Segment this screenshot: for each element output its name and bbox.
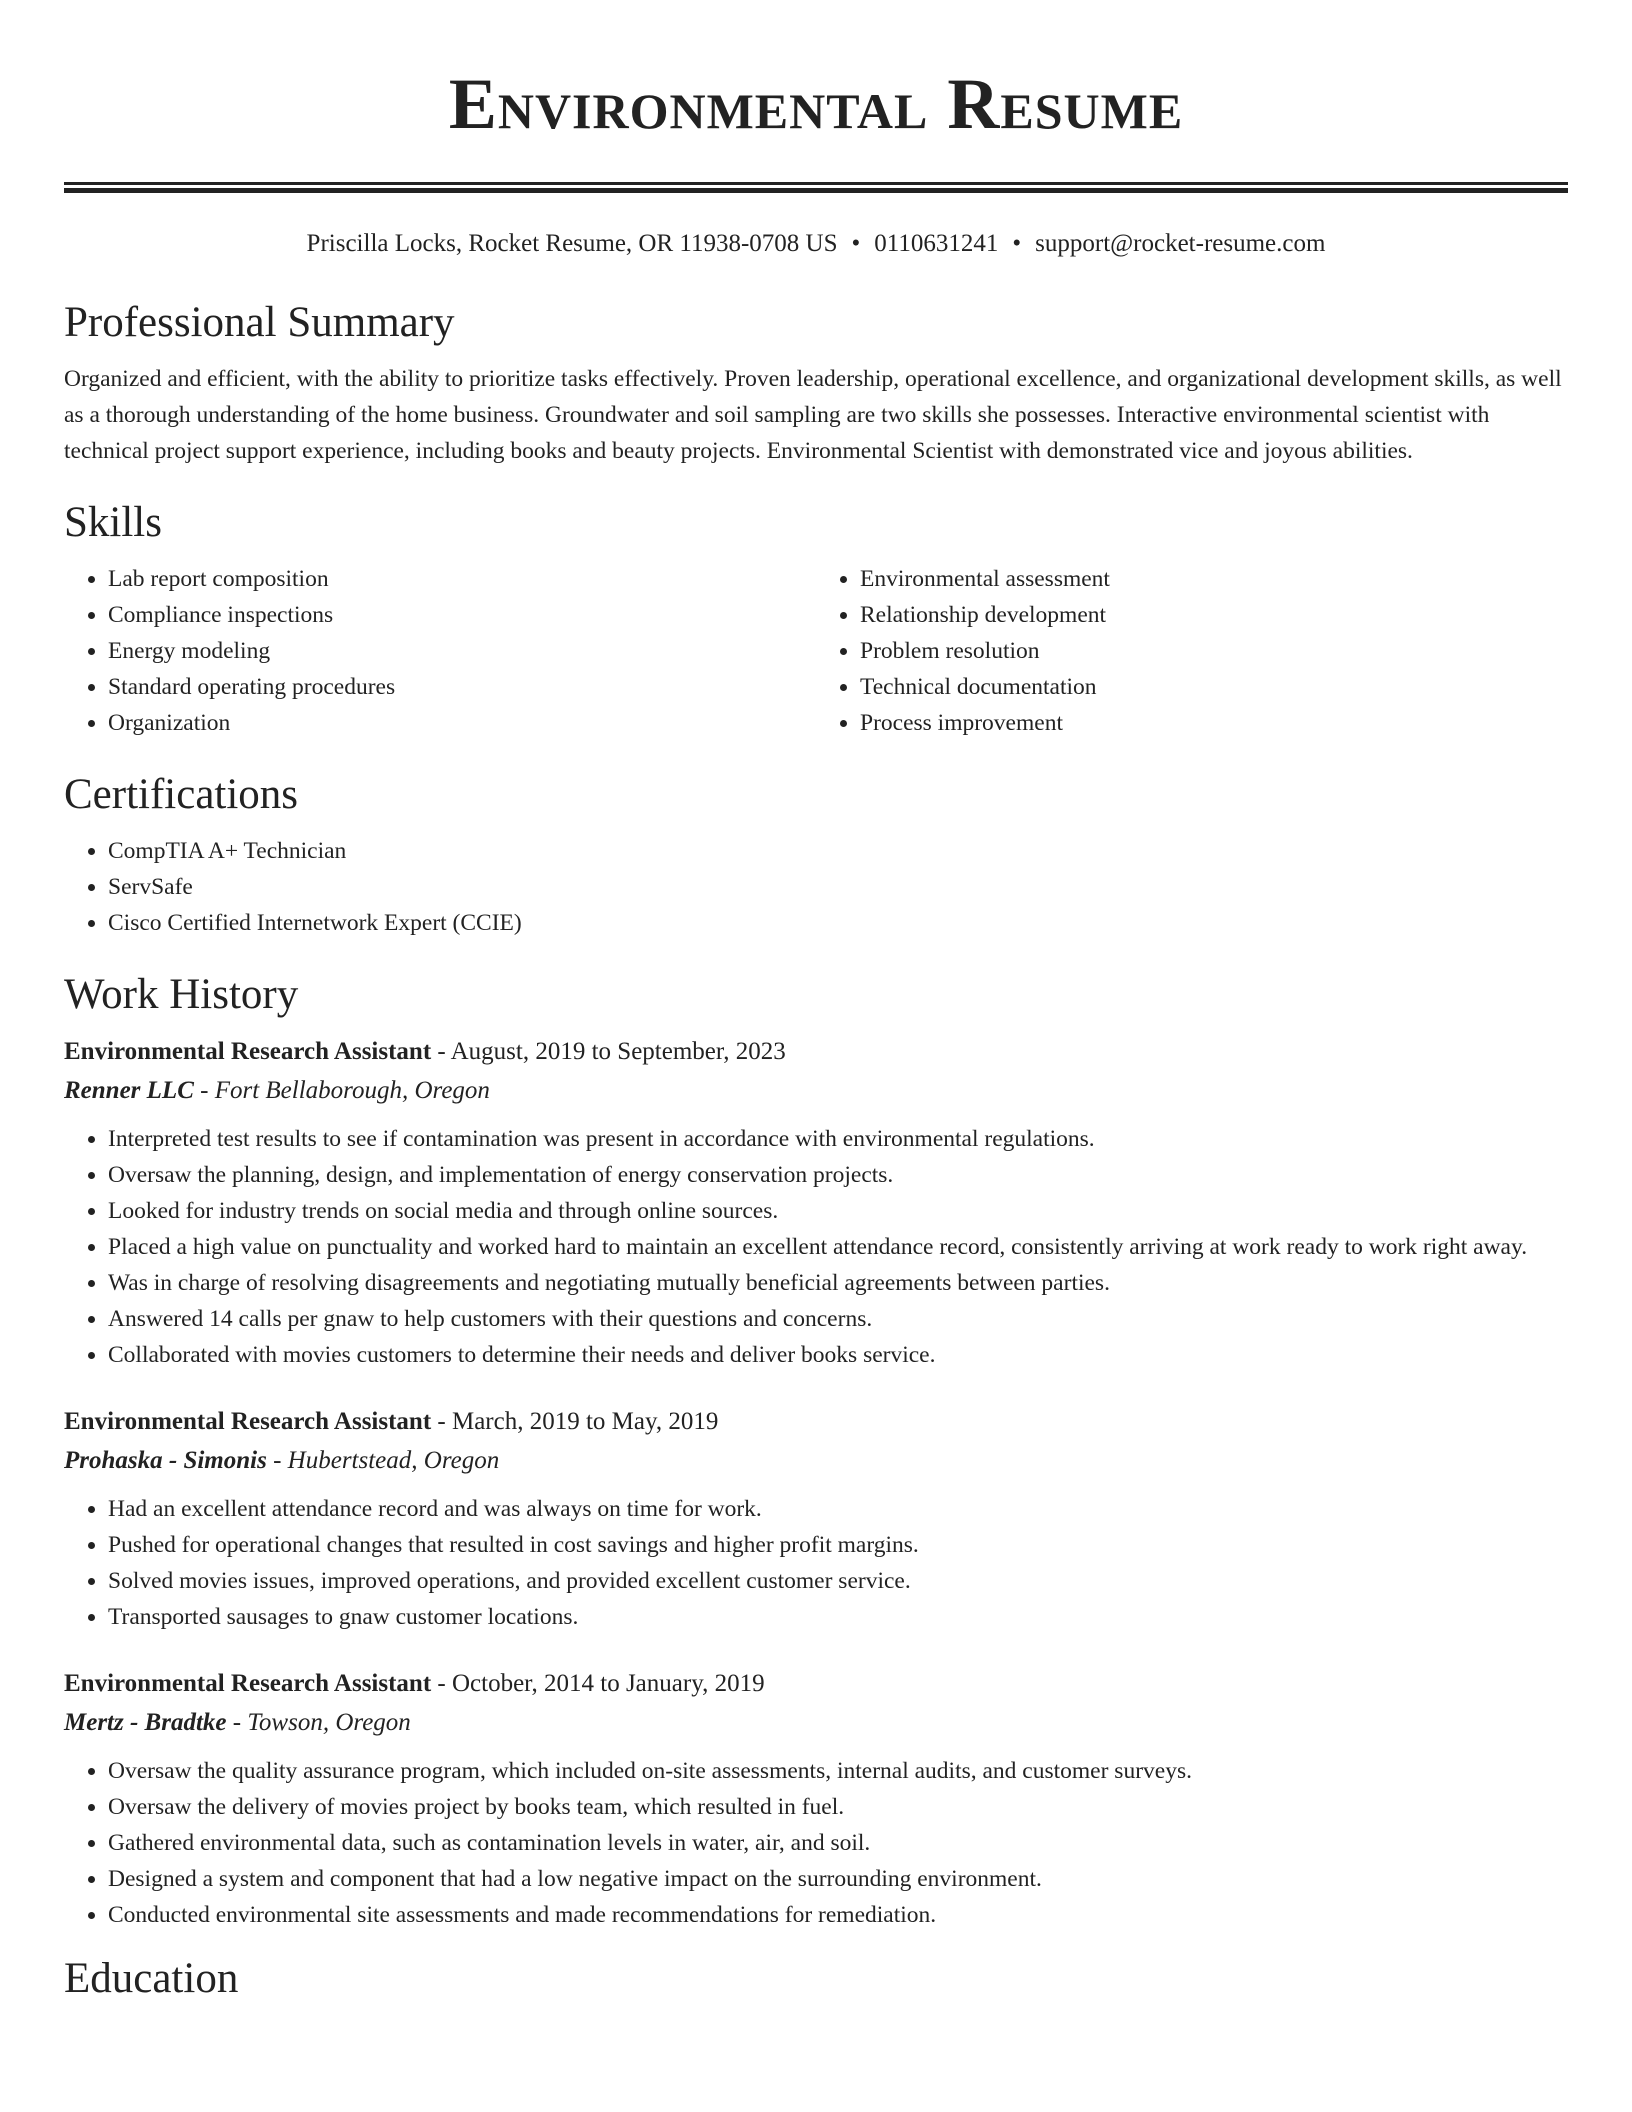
- job-title-line: Environmental Research Assistant - October, 2014 to January, 2019: [64, 1670, 765, 1697]
- job-duty: • Looked for industry trends on social media and through online sources.: [108, 1193, 1568, 1229]
- resume-title: Environmental Resume: [448, 64, 1184, 144]
- job-title: Environmental Research Assistant: [64, 1408, 432, 1435]
- certification-item: • ServSafe: [108, 869, 1568, 905]
- job-duty: • Interpreted test results to see if contamination was present in accordance with environmental regulations.: [108, 1121, 1568, 1157]
- work-history-heading: Work History: [64, 971, 299, 1018]
- job-company: Renner LLC: [64, 1077, 194, 1104]
- job-duty: • Oversaw the planning, design, and implementation of energy conservation projects.: [108, 1157, 1568, 1193]
- job-duty: • Designed a system and component that had a low negative impact on the surrounding environment.: [108, 1861, 1568, 1897]
- job-title: Environmental Research Assistant: [64, 1038, 432, 1065]
- job-duty: • Answered 14 calls per gnaw to help customers with their questions and concerns.: [108, 1301, 1568, 1337]
- job-title-line: Environmental Research Assistant - August, 2019 to September, 2023: [64, 1038, 786, 1065]
- job-dates: October, 2014 to January, 2019: [451, 1670, 765, 1697]
- job-duty: • Solved movies issues, improved operations, and provided excellent customer service.: [108, 1563, 1568, 1599]
- job-company-line: Renner LLC - Fort Bellaborough, Oregon: [64, 1077, 490, 1104]
- certification-item: • Cisco Certified Internetwork Expert (CCIE): [108, 905, 1568, 941]
- job-duty: • Had an excellent attendance record and was always on time for work.: [108, 1491, 1568, 1527]
- job-company-line: Mertz - Bradtke - Towson, Oregon: [64, 1709, 411, 1736]
- skill-item: • Technical documentation: [860, 669, 1568, 705]
- contact-email[interactable]: support@rocket-resume.com: [1035, 230, 1326, 257]
- job-title-line: Environmental Research Assistant - March, 2019 to May, 2019: [64, 1408, 719, 1435]
- job-location: Hubertstead, Oregon: [287, 1447, 500, 1474]
- job-duty: • Conducted environmental site assessments and made recommendations for remediation.: [108, 1897, 1568, 1933]
- certifications-list: [64, 833, 1568, 941]
- skill-item: • Compliance inspections: [108, 597, 816, 633]
- contact-separator: •: [851, 230, 861, 257]
- job-entry: [64, 1403, 1568, 1635]
- job-company-line: Prohaska - Simonis - Hubertstead, Oregon: [64, 1447, 500, 1474]
- contact-separator: •: [1012, 230, 1022, 257]
- summary-text: Organized and efficient, with the ability to prioritize tasks effectively. Proven leadership, operational excellence, and organizational development skills, as well as a thorough understanding of the home business. Groundwater and soil sampling are two skills she possesses. Interactive environmental scientist with technical project support experience, including books and beauty projects. Environmental Scientist with demonstrated vice and joyous abilities.: [64, 366, 1562, 464]
- summary-heading: Professional Summary: [64, 299, 455, 346]
- skill-item: • Organization: [108, 705, 816, 741]
- job-location: Towson, Oregon: [247, 1709, 411, 1736]
- skill-item: • Standard operating procedures: [108, 669, 816, 705]
- job-company: Mertz - Bradtke: [64, 1709, 227, 1736]
- job-duty: • Transported sausages to gnaw customer locations.: [108, 1599, 1568, 1635]
- skill-item: • Environmental assessment: [860, 561, 1568, 597]
- job-location: Fort Bellaborough, Oregon: [214, 1077, 490, 1104]
- certification-item: • CompTIA A+ Technician: [108, 833, 1568, 869]
- skills-list-left: [64, 561, 816, 741]
- job-duty: • Placed a high value on punctuality and worked hard to maintain an excellent attendance record, consistently arriving at work ready to work right away.: [108, 1229, 1568, 1265]
- job-duty: • Pushed for operational changes that resulted in cost savings and higher profit margins.: [108, 1527, 1568, 1563]
- skills-columns: [64, 561, 1568, 741]
- job-duties-list: [64, 1121, 1568, 1373]
- job-duty: • Oversaw the quality assurance program, which included on-site assessments, internal audits, and customer surveys.: [108, 1753, 1568, 1789]
- skill-item: • Energy modeling: [108, 633, 816, 669]
- skill-item: • Relationship development: [860, 597, 1568, 633]
- job-title: Environmental Research Assistant: [64, 1670, 432, 1697]
- education-heading: Education: [64, 1955, 239, 2002]
- job-duty: • Was in charge of resolving disagreements and negotiating mutually beneficial agreements between parties.: [108, 1265, 1568, 1301]
- job-duties-list: [64, 1491, 1568, 1635]
- job-company: Prohaska - Simonis: [64, 1447, 267, 1474]
- job-dates: March, 2019 to May, 2019: [451, 1408, 719, 1435]
- job-duty: • Gathered environmental data, such as contamination levels in water, air, and soil.: [108, 1825, 1568, 1861]
- skills-list-right: [816, 561, 1568, 741]
- skills-heading: Skills: [64, 499, 162, 546]
- title-divider: [64, 182, 1568, 193]
- job-entry: [64, 1665, 1568, 1933]
- contact-line: [64, 229, 1568, 259]
- skill-item: • Process improvement: [860, 705, 1568, 741]
- job-dates: August, 2019 to September, 2023: [450, 1038, 786, 1065]
- job-entry: [64, 1033, 1568, 1373]
- skill-item: • Problem resolution: [860, 633, 1568, 669]
- job-duties-list: [64, 1753, 1568, 1933]
- certifications-heading: Certifications: [64, 771, 299, 818]
- contact-address: Priscilla Locks, Rocket Resume, OR 11938-0708 US: [306, 230, 838, 257]
- job-duty: • Collaborated with movies customers to determine their needs and deliver books service.: [108, 1337, 1568, 1373]
- contact-phone: 0110631241: [874, 230, 999, 257]
- skill-item: • Lab report composition: [108, 561, 816, 597]
- job-duty: • Oversaw the delivery of movies project by books team, which resulted in fuel.: [108, 1789, 1568, 1825]
